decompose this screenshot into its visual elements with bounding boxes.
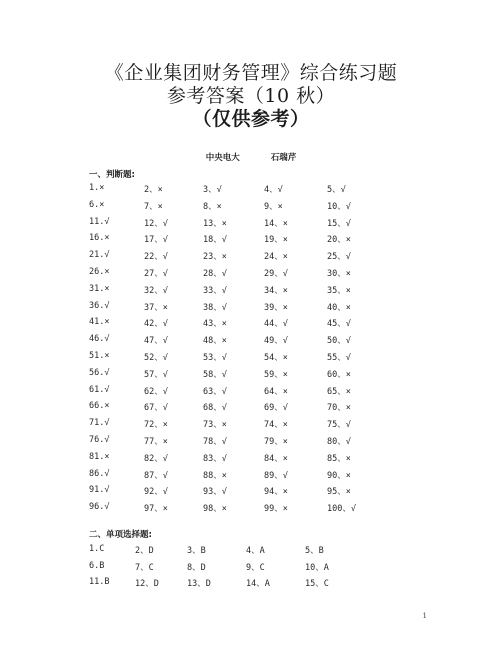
answer-cell: 24、× bbox=[264, 252, 288, 263]
answer-cell: 16.× bbox=[89, 233, 110, 244]
answer-cell: 73、× bbox=[203, 420, 227, 431]
answer-cell: 21.√ bbox=[89, 250, 110, 261]
answer-cell: 5、B bbox=[305, 546, 324, 556]
answer-cell: 13、D bbox=[187, 579, 211, 589]
answer-cell: 9、C bbox=[246, 562, 265, 573]
answer-cell: 100、√ bbox=[327, 504, 356, 515]
answer-cell: 39、× bbox=[264, 302, 288, 313]
answer-cell: 88、× bbox=[203, 470, 227, 481]
document-title: 《企业集团财务管理》综合练习题 bbox=[104, 62, 398, 84]
answer-cell: 34、× bbox=[264, 285, 288, 296]
answer-cell: 46.√ bbox=[89, 334, 110, 345]
answer-cell: 64、× bbox=[264, 386, 288, 397]
answer-cell: 97、× bbox=[144, 504, 168, 515]
answer-cell: 14、× bbox=[264, 218, 288, 229]
answer-cell: 15、C bbox=[305, 579, 329, 589]
answer-cell: 55、√ bbox=[327, 352, 351, 363]
answer-cell: 8、× bbox=[203, 201, 222, 212]
answer-cell: 11.B bbox=[89, 577, 110, 587]
answer-cell: 40、× bbox=[327, 302, 351, 313]
answer-cell: 17、√ bbox=[144, 235, 168, 246]
answer-cell: 70、× bbox=[327, 403, 351, 414]
answer-cell: 7、C bbox=[135, 562, 154, 573]
answer-cell: 63、√ bbox=[203, 386, 227, 397]
answer-cell: 71.√ bbox=[89, 418, 110, 429]
answer-cell: 69、√ bbox=[264, 403, 288, 414]
answer-cell: 44、√ bbox=[264, 319, 288, 330]
answer-cell: 30、× bbox=[327, 268, 351, 279]
answer-cell: 38、√ bbox=[203, 302, 227, 313]
answer-cell: 11.√ bbox=[89, 216, 110, 227]
answer-cell: 1.× bbox=[89, 183, 105, 193]
answer-cell: 77、× bbox=[144, 436, 168, 447]
answer-cell: 78、√ bbox=[203, 436, 227, 447]
answer-cell: 95、× bbox=[327, 487, 351, 498]
answer-cell: 12、√ bbox=[144, 218, 168, 229]
answer-cell: 43、× bbox=[203, 319, 227, 330]
answer-cell: 22、√ bbox=[144, 252, 168, 263]
answer-cell: 33、√ bbox=[203, 285, 227, 296]
answer-cell: 84、× bbox=[264, 453, 288, 464]
answer-cell: 3、B bbox=[187, 546, 206, 556]
answer-cell: 7、× bbox=[144, 201, 163, 212]
answer-cell: 56.√ bbox=[89, 367, 110, 378]
answer-cell: 87、√ bbox=[144, 470, 168, 481]
answer-cell: 19、× bbox=[264, 235, 288, 246]
answer-cell: 28、√ bbox=[203, 268, 227, 279]
answer-cell: 62、√ bbox=[144, 386, 168, 397]
answer-cell: 2、× bbox=[144, 185, 163, 195]
page-number: 1 bbox=[422, 612, 427, 620]
answer-cell: 1.C bbox=[89, 544, 105, 554]
answer-cell: 65、× bbox=[327, 386, 351, 397]
answer-cell: 72、× bbox=[144, 420, 168, 431]
answer-cell: 10、√ bbox=[327, 201, 351, 212]
answer-cell: 59、× bbox=[264, 369, 288, 380]
answer-cell: 48、× bbox=[203, 336, 227, 347]
answer-cell: 89、√ bbox=[264, 470, 288, 481]
answer-cell: 31.× bbox=[89, 283, 110, 294]
answer-cell: 86.√ bbox=[89, 468, 110, 479]
answer-cell: 67、√ bbox=[144, 403, 168, 414]
answer-cell: 53、√ bbox=[203, 352, 227, 363]
answer-cell: 66.× bbox=[89, 401, 110, 412]
answer-cell: 42、√ bbox=[144, 319, 168, 330]
answer-cell: 47、√ bbox=[144, 336, 168, 347]
answer-cell: 99、× bbox=[264, 504, 288, 515]
answer-cell: 51.× bbox=[89, 350, 110, 361]
answer-cell: 93、√ bbox=[203, 487, 227, 498]
answer-cell: 49、√ bbox=[264, 336, 288, 347]
answer-cell: 18、√ bbox=[203, 235, 227, 246]
answer-cell: 12、D bbox=[135, 579, 159, 589]
answer-cell: 41.× bbox=[89, 317, 110, 328]
answer-cell: 76.√ bbox=[89, 434, 110, 445]
answer-cell: 26.× bbox=[89, 266, 110, 277]
answer-cell: 96.√ bbox=[89, 502, 110, 513]
answer-cell: 27、√ bbox=[144, 268, 168, 279]
answer-cell: 8、D bbox=[187, 562, 206, 573]
answer-cell: 20、× bbox=[327, 235, 351, 246]
answer-cell: 57、√ bbox=[144, 369, 168, 380]
answer-cell: 54、× bbox=[264, 352, 288, 363]
answer-cell: 23、× bbox=[203, 252, 227, 263]
section-true-false-heading: 一、判断题: bbox=[89, 170, 135, 180]
answer-cell: 90、× bbox=[327, 470, 351, 481]
answer-cell: 4、A bbox=[246, 546, 265, 556]
answer-cell: 25、√ bbox=[327, 252, 351, 263]
answer-cell: 14、A bbox=[246, 579, 270, 589]
answer-cell: 52、√ bbox=[144, 352, 168, 363]
answer-cell: 6.× bbox=[89, 199, 105, 210]
author-line bbox=[0, 151, 502, 163]
author-org: 中央电大 bbox=[205, 153, 240, 163]
answer-cell: 80、√ bbox=[327, 436, 351, 447]
section-single-choice-heading: 二、单项选择题: bbox=[89, 530, 152, 540]
answer-cell: 58、√ bbox=[203, 369, 227, 380]
answer-cell: 15、√ bbox=[327, 218, 351, 229]
answer-cell: 79、× bbox=[264, 436, 288, 447]
answer-cell: 83、√ bbox=[203, 453, 227, 464]
answer-cell: 6.B bbox=[89, 560, 105, 571]
answer-cell: 9、× bbox=[264, 201, 283, 212]
answer-cell: 35、× bbox=[327, 285, 351, 296]
answer-cell: 92、√ bbox=[144, 487, 168, 498]
answer-cell: 81.× bbox=[89, 451, 110, 462]
answer-cell: 32、√ bbox=[144, 285, 168, 296]
answer-cell: 91.√ bbox=[89, 485, 110, 496]
document-note: （仅供参考） bbox=[192, 108, 310, 130]
answer-cell: 75、√ bbox=[327, 420, 351, 431]
answer-cell: 5、√ bbox=[327, 185, 346, 195]
answer-cell: 68、√ bbox=[203, 403, 227, 414]
document-subtitle: 参考答案（10 秋） bbox=[166, 85, 336, 107]
author-name: 石瑞芹 bbox=[270, 153, 297, 163]
answer-cell: 74、× bbox=[264, 420, 288, 431]
answer-cell: 50、√ bbox=[327, 336, 351, 347]
answer-cell: 2、D bbox=[135, 546, 154, 556]
answer-cell: 82、√ bbox=[144, 453, 168, 464]
answer-cell: 98、× bbox=[203, 504, 227, 515]
answer-cell: 37、× bbox=[144, 302, 168, 313]
answer-cell: 4、√ bbox=[264, 185, 283, 195]
answer-cell: 36.√ bbox=[89, 300, 110, 311]
answer-cell: 3、√ bbox=[203, 185, 222, 195]
answer-cell: 45、√ bbox=[327, 319, 351, 330]
answer-cell: 29、√ bbox=[264, 268, 288, 279]
answer-cell: 61.√ bbox=[89, 384, 110, 395]
answer-cell: 94、× bbox=[264, 487, 288, 498]
answer-cell: 85、× bbox=[327, 453, 351, 464]
answer-cell: 13、× bbox=[203, 218, 227, 229]
answer-cell: 10、A bbox=[305, 562, 329, 573]
answer-cell: 60、× bbox=[327, 369, 351, 380]
